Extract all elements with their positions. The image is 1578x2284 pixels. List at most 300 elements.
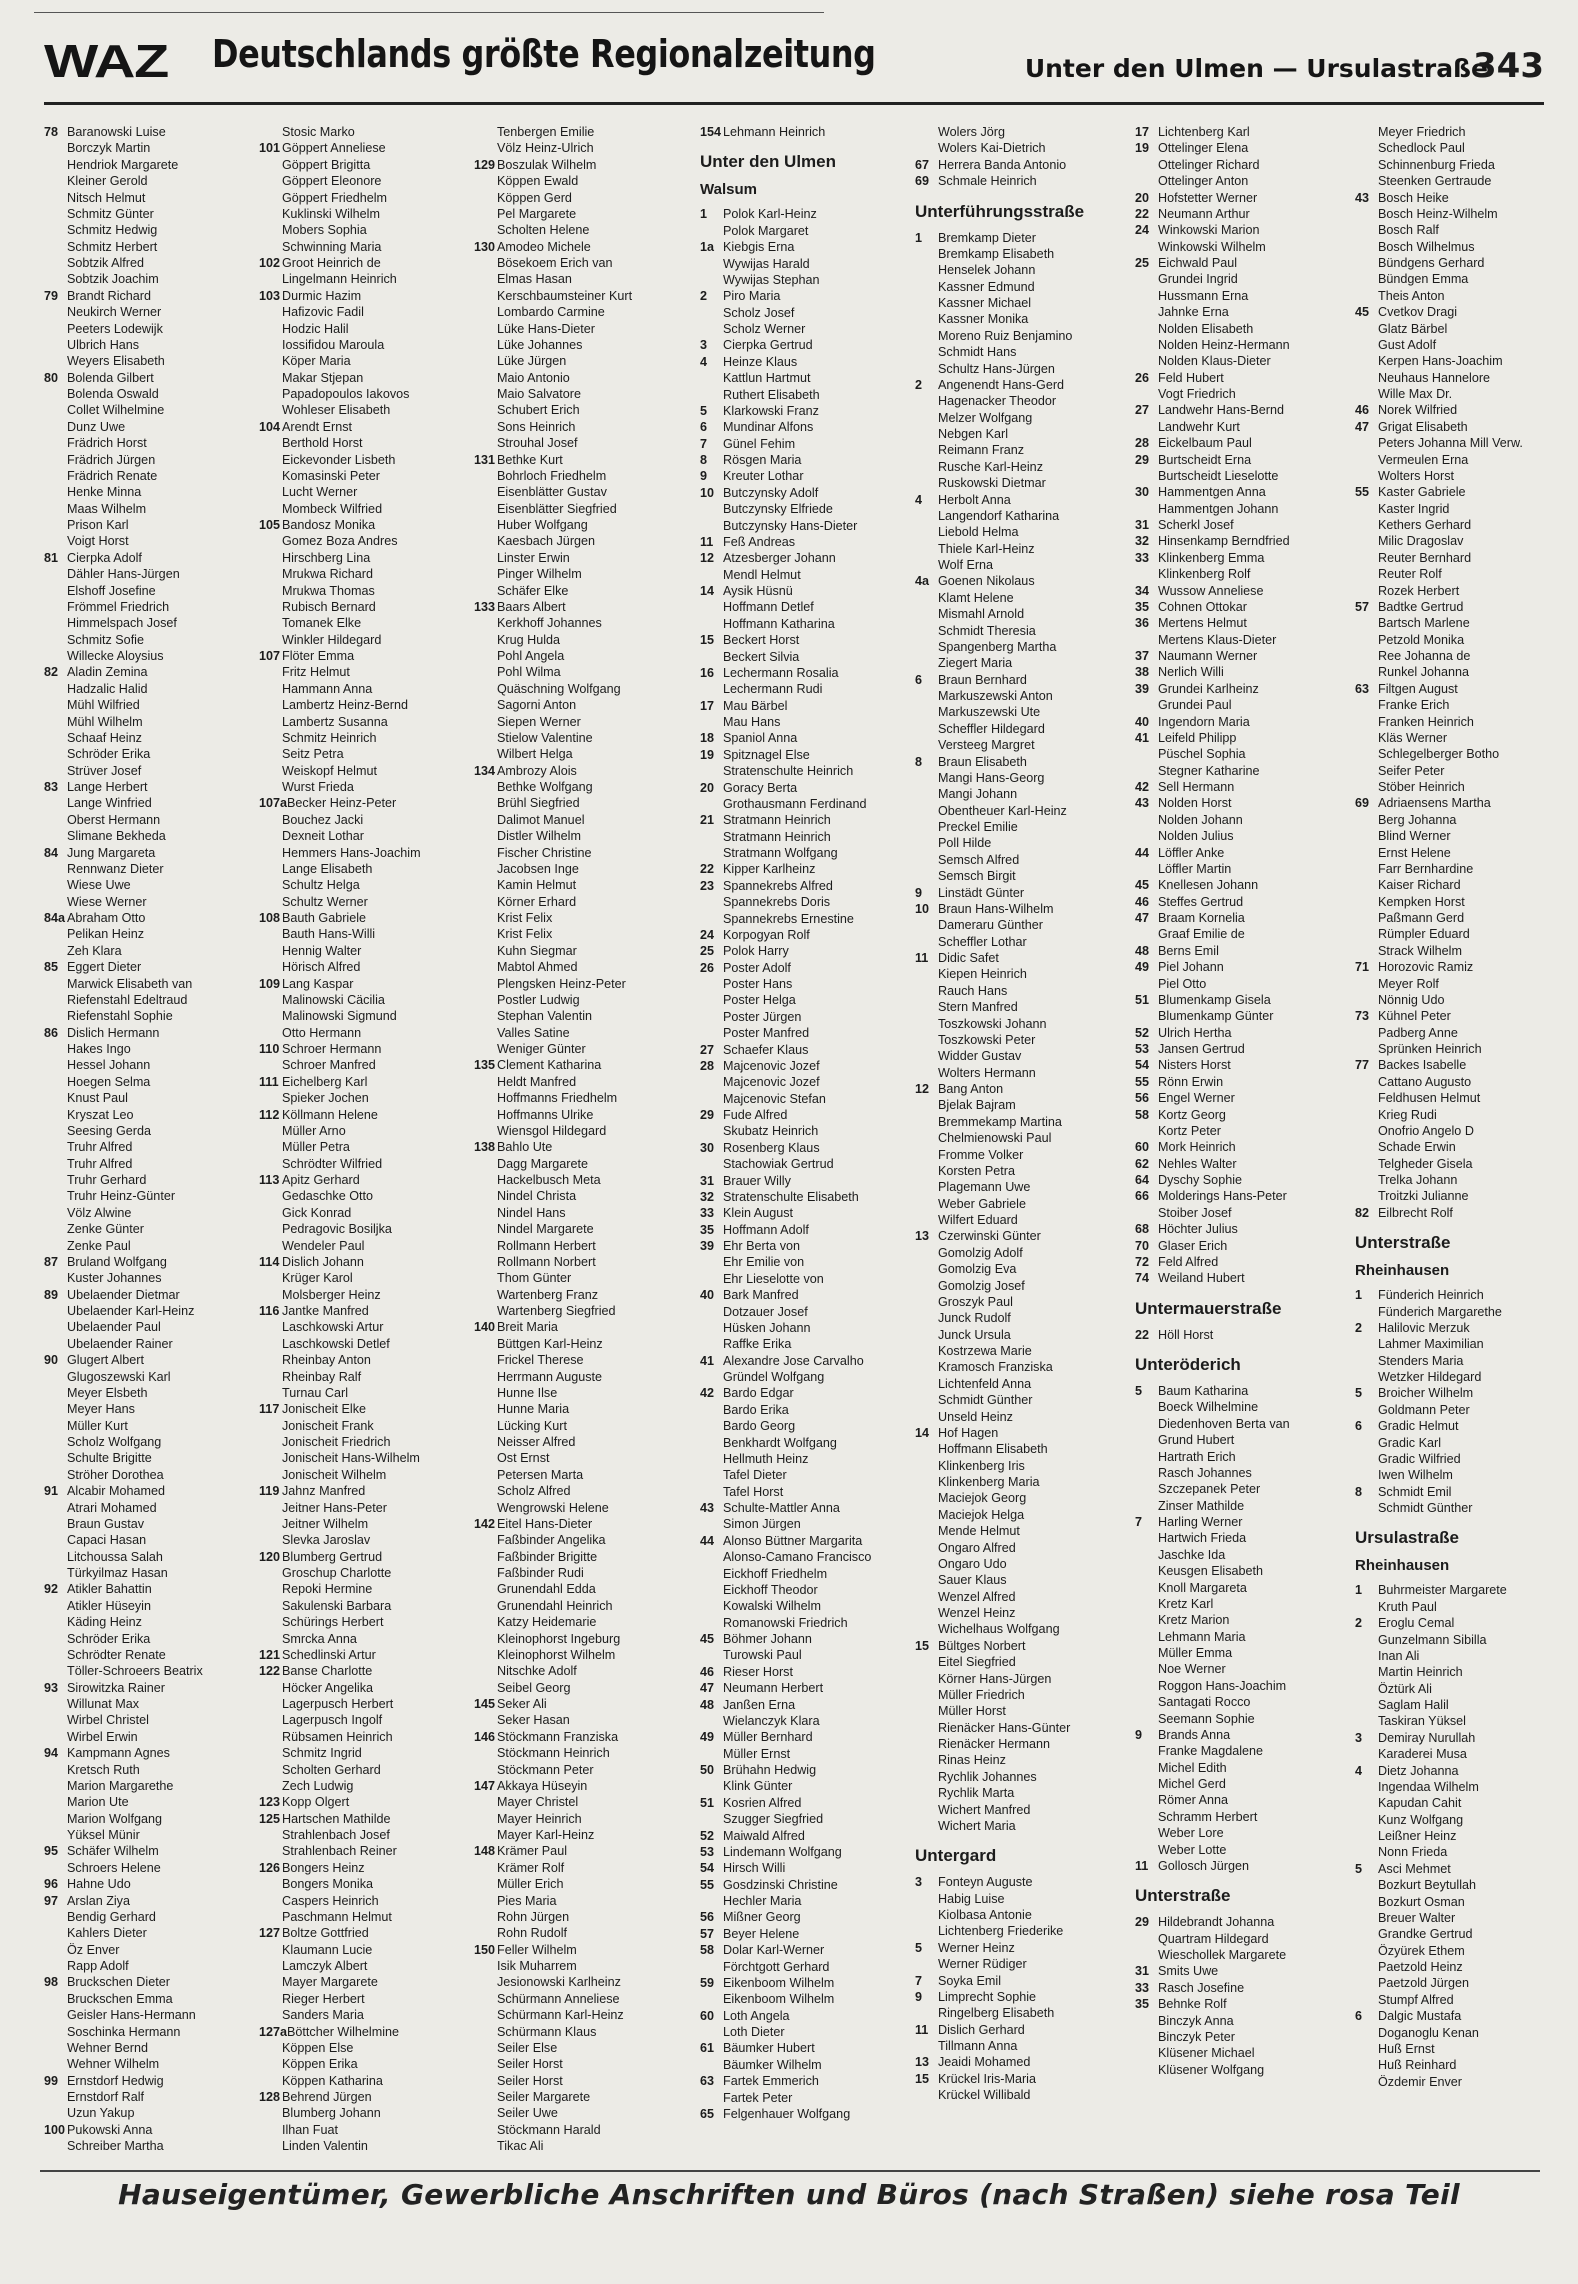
resident-name: Blumberg Johann: [282, 2106, 381, 2121]
directory-entry: [700, 124, 910, 140]
resident-name: Markuszewski Anton: [938, 689, 1053, 703]
resident-name: Lambertz Heinz-Bernd: [282, 698, 408, 713]
directory-entry: [700, 1287, 910, 1303]
directory-entry: [700, 223, 910, 239]
resident-name: Ubelaender Dietmar: [67, 1287, 180, 1302]
house-number: 31: [700, 1173, 715, 1188]
resident-name: Lange Winfried: [67, 796, 152, 811]
house-number: 89: [44, 1287, 59, 1302]
resident-name: Stachowiak Gertrud: [723, 1157, 834, 1172]
directory-entry: [44, 632, 254, 648]
resident-name: Wolers Jörg: [938, 125, 1005, 139]
directory-entry: [259, 157, 469, 173]
resident-name: Mork Heinrich: [1158, 1140, 1236, 1155]
house-number: 1: [700, 207, 708, 222]
resident-name: Knellesen Johann: [1158, 878, 1259, 893]
resident-name: Kerschbaumsteiner Kurt: [497, 288, 633, 303]
house-number: 69: [1355, 796, 1370, 811]
directory-entry: [44, 583, 254, 599]
resident-name: Weiskopf Helmut: [282, 763, 377, 778]
resident-name: Taskiran Yüksel: [1378, 1714, 1466, 1729]
house-number: 35: [1135, 599, 1150, 614]
directory-entry: [44, 1369, 254, 1385]
resident-name: Pelikan Heinz: [67, 927, 145, 942]
resident-name: Stenders Maria: [1378, 1353, 1464, 1368]
house-number: 9: [915, 885, 923, 900]
directory-entry: [1135, 746, 1345, 762]
directory-entry: [44, 1139, 254, 1155]
directory-entry: [44, 1762, 254, 1778]
resident-name: Spannekrebs Doris: [723, 895, 831, 910]
resident-name: Lang Kaspar: [282, 976, 354, 991]
directory-entry: [474, 2056, 684, 2072]
directory-entry: [700, 1107, 910, 1123]
house-number: 6: [700, 420, 708, 435]
resident-name: Huß Reinhard: [1378, 2058, 1457, 2073]
directory-entry: [474, 1860, 684, 1876]
house-number: 33: [1135, 1980, 1150, 1995]
resident-name: Binczyk Peter: [1158, 2029, 1235, 2044]
directory-entry: [259, 190, 469, 206]
resident-name: Banse Charlotte: [282, 1664, 373, 1679]
house-number: 3: [1355, 1730, 1363, 1745]
directory-entry: [474, 714, 684, 730]
resident-name: Bongers Heinz: [282, 1860, 365, 1875]
house-number: 24: [1135, 223, 1150, 238]
resident-name: Seifer Peter: [1378, 763, 1445, 778]
resident-name: Böhmer Johann: [723, 1632, 812, 1646]
house-number: 42: [1135, 780, 1150, 794]
resident-name: Weber Lore: [1158, 1826, 1224, 1841]
resident-name: Göppert Anneliese: [282, 141, 386, 156]
directory-entry: [915, 1228, 1125, 1244]
directory-entry: [44, 1450, 254, 1466]
directory-entry: [474, 1238, 684, 1254]
directory-entry: [474, 1156, 684, 1172]
resident-name: Iossifidou Maroula: [282, 337, 385, 352]
directory-entry: [1355, 386, 1565, 402]
street-heading: Untergard: [915, 1846, 997, 1866]
resident-name: Grundei Karlheinz: [1158, 681, 1259, 696]
resident-name: Atzesberger Johann: [723, 551, 836, 566]
directory-entry: [259, 1270, 469, 1286]
directory-entry: [1355, 1779, 1565, 1795]
resident-name: Schinnenburg Frieda: [1378, 157, 1495, 172]
house-number: 21: [700, 813, 715, 828]
resident-name: Meyer Rolf: [1378, 976, 1439, 991]
resident-name: Mabtol Ahmed: [497, 960, 578, 975]
resident-name: Toszkowski Peter: [938, 1032, 1036, 1047]
resident-name: Lange Herbert: [67, 780, 148, 794]
house-number: 108: [259, 911, 281, 925]
resident-name: Strouhal Josef: [497, 436, 578, 451]
resident-name: Paetzold Jürgen: [1378, 1976, 1470, 1991]
resident-name: Bozkurt Beytullah: [1378, 1878, 1477, 1893]
resident-name: Lindemann Wolfgang: [723, 1844, 842, 1859]
resident-name: Kleinophorst Wilhelm: [497, 1647, 616, 1662]
house-number: 87: [44, 1254, 59, 1269]
resident-name: Pies Maria: [497, 1893, 557, 1908]
directory-entry: [700, 1566, 910, 1582]
directory-entry: [259, 1205, 469, 1221]
directory-entry: [259, 1614, 469, 1630]
resident-name: Farr Bernhardine: [1378, 861, 1474, 876]
resident-name: Lüke Hans-Dieter: [497, 321, 595, 336]
directory-entry: [1135, 959, 1345, 975]
directory-entry: [915, 1671, 1125, 1687]
resident-name: Markuszewski Ute: [938, 705, 1041, 720]
resident-name: Wolters Hermann: [938, 1065, 1036, 1080]
resident-name: Boeck Wilhelmine: [1158, 1400, 1259, 1415]
resident-name: Polok Margaret: [723, 223, 809, 238]
directory-entry: [259, 484, 469, 500]
resident-name: Nebgen Karl: [938, 427, 1009, 441]
resident-name: Frömmel Friedrich: [67, 599, 170, 614]
resident-name: Bethke Kurt: [497, 452, 563, 467]
directory-entry: [915, 672, 1125, 688]
directory-entry: [259, 550, 469, 566]
directory-entry: [1135, 1776, 1345, 1792]
directory-entry: [700, 419, 910, 435]
directory-entry: [1135, 1711, 1345, 1727]
resident-name: Laschkowski Artur: [282, 1320, 384, 1335]
directory-entry: [915, 1989, 1125, 2005]
directory-entry: [1135, 190, 1345, 206]
directory-entry: [259, 206, 469, 222]
directory-entry: [1355, 1943, 1565, 1959]
resident-name: Schürmann Anneliese: [497, 1991, 620, 2006]
directory-entry: [259, 812, 469, 828]
resident-name: Fünderich Heinrich: [1378, 1288, 1484, 1303]
directory-entry: [44, 1516, 254, 1532]
directory-entry: [915, 1179, 1125, 1195]
resident-name: Lüke Jürgen: [497, 354, 567, 369]
directory-entry: [700, 1353, 910, 1369]
resident-name: Müller Erich: [497, 1877, 564, 1892]
directory-entry: [474, 353, 684, 369]
resident-name: Löffler Martin: [1158, 861, 1232, 876]
resident-name: Maciejok Georg: [938, 1491, 1027, 1506]
directory-entry: [1355, 1648, 1565, 1664]
directory-entry: [915, 1016, 1125, 1032]
resident-name: Stöckmann Harald: [497, 2122, 601, 2137]
resident-name: Karaderei Musa: [1378, 1747, 1467, 1762]
directory-entry: [474, 1647, 684, 1663]
directory-entry: [44, 386, 254, 402]
resident-name: Hartrath Erich: [1158, 1449, 1236, 1464]
directory-entry: [259, 1827, 469, 1843]
directory-entry: [1355, 845, 1565, 861]
directory-entry: [44, 353, 254, 369]
directory-entry: [1135, 452, 1345, 468]
resident-name: Schrödter Renate: [67, 1647, 166, 1662]
directory-entry: [1135, 1661, 1345, 1677]
directory-entry: [1355, 501, 1565, 517]
resident-name: Weiland Hubert: [1158, 1271, 1245, 1286]
resident-name: Grunendahl Heinrich: [497, 1598, 613, 1613]
directory-entry: [474, 615, 684, 631]
resident-name: Wiese Uwe: [67, 878, 131, 893]
resident-name: Neisser Alfred: [497, 1435, 576, 1449]
resident-name: Wywijas Harald: [723, 256, 810, 271]
house-number: 3: [915, 1875, 923, 1890]
resident-name: Kuklinski Wilhelm: [282, 206, 380, 221]
directory-entry: [259, 1401, 469, 1417]
directory-entry: [44, 2138, 254, 2154]
directory-entry: [700, 1042, 910, 1058]
directory-entry: [1355, 926, 1565, 942]
house-number: 2: [1355, 1320, 1363, 1335]
resident-name: Semsch Birgit: [938, 869, 1016, 884]
directory-entry: [259, 1712, 469, 1728]
resident-name: Klaumann Lucie: [282, 1942, 373, 1957]
directory-entry: [474, 402, 684, 418]
directory-entry: [474, 2007, 684, 2023]
resident-name: Schultz Helga: [282, 878, 360, 893]
resident-name: Krist Felix: [497, 927, 553, 942]
directory-entry: [259, 1287, 469, 1303]
resident-name: Ulrich Hertha: [1158, 1025, 1232, 1040]
house-number: 28: [1135, 436, 1150, 451]
resident-name: Schubert Erich: [497, 403, 580, 418]
directory-entry: [44, 1057, 254, 1073]
house-number: 45: [700, 1632, 715, 1646]
resident-name: Wenzel Heinz: [938, 1606, 1016, 1620]
resident-name: Akkaya Hüseyin: [497, 1778, 588, 1793]
resident-name: Otto Hermann: [282, 1025, 362, 1040]
resident-name: Klinkenberg Iris: [938, 1458, 1025, 1473]
directory-entry: [1135, 1629, 1345, 1645]
resident-name: Kryszat Leo: [67, 1107, 134, 1122]
directory-entry: [915, 639, 1125, 655]
resident-name: Rosenberg Klaus: [723, 1140, 820, 1155]
column-4: [700, 124, 910, 2122]
directory-entry: [700, 845, 910, 861]
directory-entry: [915, 1343, 1125, 1359]
directory-entry: [259, 1025, 469, 1041]
resident-name: Stöckmann Heinrich: [497, 1746, 610, 1761]
directory-entry: [259, 222, 469, 238]
resident-name: Strahlenbach Reiner: [282, 1844, 397, 1859]
directory-entry: [44, 1794, 254, 1810]
house-number: 37: [1135, 649, 1150, 663]
directory-entry: [1355, 402, 1565, 418]
directory-entry: [474, 1434, 684, 1450]
resident-name: Polok Karl-Heinz: [723, 207, 817, 222]
house-number: 154: [700, 125, 722, 139]
directory-entry: [474, 1991, 684, 2007]
directory-entry: [915, 311, 1125, 327]
directory-entry: [474, 1172, 684, 1188]
directory-entry: [474, 828, 684, 844]
resident-name: Braun Gustav: [67, 1516, 145, 1531]
directory-entry: [44, 959, 254, 975]
directory-entry: [44, 1434, 254, 1450]
column-1: [44, 124, 254, 2155]
house-number: 54: [1135, 1058, 1150, 1073]
resident-name: Weber Lotte: [1158, 1842, 1227, 1857]
directory-entry: [44, 1860, 254, 1876]
directory-entry: [1135, 1449, 1345, 1465]
resident-name: Kiebgis Erna: [723, 240, 795, 255]
directory-entry: [700, 1484, 910, 1500]
directory-entry: [474, 1270, 684, 1286]
directory-entry: [44, 419, 254, 435]
resident-name: Amodeo Michele: [497, 239, 591, 254]
directory-entry: [1135, 877, 1345, 893]
directory-entry: [700, 1877, 910, 1893]
resident-name: Kempken Horst: [1378, 894, 1465, 909]
resident-name: Ottelinger Elena: [1158, 141, 1249, 156]
directory-entry: [1355, 255, 1565, 271]
directory-entry: [44, 1008, 254, 1024]
directory-entry: [474, 419, 684, 435]
resident-name: Stielow Valentine: [497, 730, 593, 745]
directory-entry: [1355, 746, 1565, 762]
directory-entry: [915, 1196, 1125, 1212]
directory-entry: [1135, 976, 1345, 992]
resident-name: Hof Hagen: [938, 1425, 999, 1440]
directory-entry: [915, 1327, 1125, 1343]
directory-entry: [259, 1123, 469, 1139]
house-number: 11: [915, 2022, 929, 2037]
resident-name: Marion Wolfgang: [67, 1811, 162, 1826]
directory-entry: [1135, 681, 1345, 697]
resident-name: Schaefer Klaus: [723, 1042, 809, 1057]
resident-name: Kerkhoff Johannes: [497, 616, 602, 631]
resident-name: Grunendahl Edda: [497, 1582, 596, 1597]
house-number: 71: [1355, 960, 1370, 975]
directory-entry: [259, 304, 469, 320]
directory-entry: [259, 1762, 469, 1778]
directory-entry: [700, 1140, 910, 1156]
resident-name: Bosch Heike: [1378, 190, 1449, 205]
directory-entry: [915, 754, 1125, 770]
directory-entry: [259, 124, 469, 140]
directory-entry: [1135, 435, 1345, 451]
resident-name: Jansen Gertrud: [1158, 1042, 1245, 1056]
directory-entry: [1135, 1188, 1345, 1204]
resident-name: Hendriok Margarete: [67, 157, 179, 172]
directory-entry: [1355, 1615, 1565, 1631]
resident-name: Engel Werner: [1158, 1091, 1235, 1106]
directory-entry: [700, 747, 910, 763]
resident-name: Eichelberg Karl: [282, 1074, 368, 1089]
directory-entry: [259, 353, 469, 369]
directory-entry: [1355, 1681, 1565, 1697]
resident-name: Müller Arno: [282, 1123, 346, 1138]
resident-name: Sobtzik Alfred: [67, 256, 145, 270]
directory-entry: [259, 1107, 469, 1123]
directory-entry: [474, 173, 684, 189]
house-number: 35: [700, 1222, 715, 1237]
directory-entry: [1135, 599, 1345, 615]
directory-entry: [259, 2122, 469, 2138]
resident-name: Landwehr Hans-Bernd: [1158, 403, 1285, 418]
resident-name: Breuer Walter: [1378, 1910, 1456, 1925]
directory-entry: [915, 1490, 1125, 1506]
house-number: 55: [700, 1877, 715, 1892]
resident-name: Schramm Herbert: [1158, 1809, 1258, 1824]
house-number: 47: [1135, 911, 1150, 925]
resident-name: Beckert Silvia: [723, 649, 800, 664]
directory-entry: [259, 239, 469, 255]
directory-entry: [700, 1402, 910, 1418]
resident-name: Schröder Erika: [67, 1631, 151, 1646]
directory-entry: [44, 2007, 254, 2023]
page-header: [44, 28, 1544, 110]
resident-name: Hackelbusch Meta: [497, 1173, 601, 1187]
house-number: 51: [700, 1795, 715, 1810]
resident-name: Türkyilmaz Hasan: [67, 1566, 168, 1580]
directory-entry: [915, 1703, 1125, 1719]
directory-entry: [44, 1172, 254, 1188]
resident-name: Neuhaus Hannelore: [1378, 370, 1491, 385]
resident-name: Braam Kornelia: [1158, 911, 1245, 925]
resident-name: Göppert Friedhelm: [282, 190, 387, 205]
directory-entry: [259, 1991, 469, 2007]
directory-entry: [474, 370, 684, 386]
directory-entry: [44, 337, 254, 353]
resident-name: Schreiber Martha: [67, 2139, 164, 2154]
directory-entry: [259, 2040, 469, 2056]
directory-entry: [1355, 1877, 1565, 1893]
directory-entry: [44, 2073, 254, 2089]
directory-entry: [1135, 1383, 1345, 1399]
resident-name: Eilbrecht Rolf: [1378, 1205, 1453, 1220]
directory-entry: [259, 419, 469, 435]
directory-entry: [1355, 714, 1565, 730]
resident-name: Jung Margareta: [67, 845, 156, 860]
resident-name: Ost Ernst: [497, 1451, 550, 1466]
house-number: 117: [259, 1402, 280, 1417]
resident-name: Hoffmann Katharina: [723, 616, 835, 631]
directory-entry: [1355, 533, 1565, 549]
directory-entry: [44, 321, 254, 337]
house-number: 1: [915, 230, 923, 245]
directory-entry: [44, 763, 254, 779]
house-number: 34: [1135, 583, 1150, 598]
resident-name: Müller Kurt: [67, 1418, 128, 1433]
house-number: 58: [1135, 1107, 1150, 1122]
house-number: 102: [259, 256, 281, 270]
column-3: [474, 124, 684, 2155]
directory-entry: [915, 328, 1125, 344]
house-number: 11: [700, 534, 714, 549]
directory-entry: [474, 1107, 684, 1123]
resident-name: Jantke Manfred: [282, 1304, 369, 1318]
resident-name: Majcenovic Jozef: [723, 1075, 820, 1090]
resident-name: Janßen Erna: [723, 1697, 796, 1712]
house-number: 5: [1355, 1861, 1363, 1876]
directory-entry: [1355, 1402, 1565, 1418]
directory-entry: [44, 1876, 254, 1892]
resident-name: Wussow Anneliese: [1158, 583, 1264, 598]
directory-entry: [1355, 1730, 1565, 1746]
directory-entry: [700, 1828, 910, 1844]
directory-entry: [1135, 1612, 1345, 1628]
house-number: 17: [1135, 125, 1150, 139]
directory-entry: [259, 1680, 469, 1696]
district-heading: Rheinhausen: [1355, 1262, 1450, 1280]
resident-name: Caspers Heinrich: [282, 1893, 379, 1908]
resident-name: Zenke Paul: [67, 1238, 131, 1253]
directory-entry: [1135, 157, 1345, 173]
directory-entry: [1355, 419, 1565, 435]
resident-name: Wehner Bernd: [67, 2040, 148, 2055]
directory-entry: [474, 763, 684, 779]
resident-name: Fude Alfred: [723, 1108, 788, 1122]
